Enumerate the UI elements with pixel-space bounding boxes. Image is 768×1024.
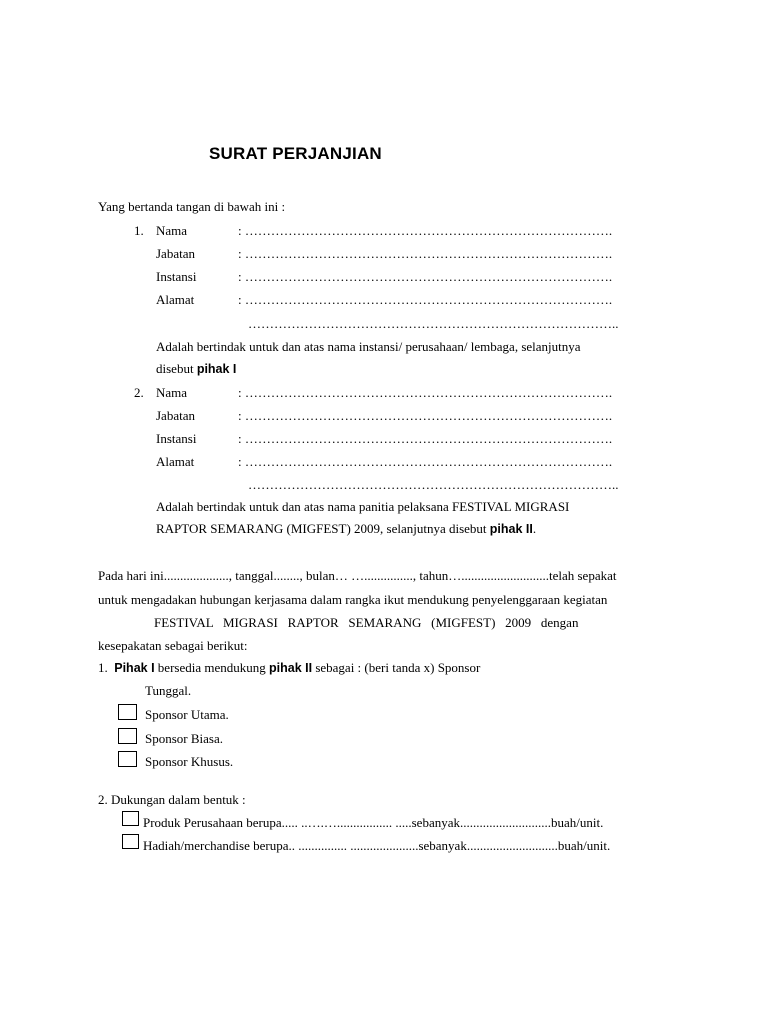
party2-desc-suffix: . (532, 521, 537, 536)
party1-label-alamat: Alamat (156, 292, 195, 307)
party1-desc-prefix: disebut (156, 361, 197, 376)
party1-label-nama: Nama (156, 223, 188, 238)
party1-field-nama: : …………………………………………………………………………. (238, 223, 613, 238)
party2-field-alamat: : …………………………………………………………………………. (238, 454, 613, 469)
point1-line2: Tunggal. (145, 683, 192, 698)
option-sponsor-utama: Sponsor Utama. (145, 707, 229, 722)
point1-number: 1. (98, 660, 108, 675)
point1-bold-pihak2: pihak II (269, 661, 313, 675)
party1-field-alamat-cont: ………………………………………………………………………….. (248, 316, 619, 331)
party2-label-instansi: Instansi (156, 431, 197, 446)
agreement-line4: kesepakatan sebagai berikut: (98, 638, 248, 653)
item-hadiah-merchandise: Hadiah/merchandise berupa.. ............... .....................sebanyak............................buah/unit. (143, 838, 611, 853)
party2-field-instansi: : …………………………………………………………………………. (238, 431, 613, 446)
party2-desc-line1: Adalah bertindak untuk dan atas nama panitia pelaksana FESTIVAL MIGRASI (156, 499, 570, 514)
item-produk-perusahaan: Produk Perusahaan berupa..... ..….…................. .....sebanyak............................buah/unit. (143, 815, 604, 830)
checkbox-sponsor-utama[interactable] (118, 704, 137, 720)
party1-label-jabatan: Jabatan (156, 246, 195, 261)
party1-desc-line2 (156, 361, 236, 377)
party2-desc-line2 (156, 521, 536, 537)
checkbox-hadiah-merchandise[interactable] (122, 834, 139, 849)
point1-text1: bersedia mendukung (154, 660, 269, 675)
party2-label-alamat: Alamat (156, 454, 195, 469)
party2-field-alamat-cont: ………………………………………………………………………….. (248, 477, 619, 492)
party1-number: 1. (134, 223, 144, 238)
party1-field-alamat: : …………………………………………………………………………. (238, 292, 613, 307)
party1-desc-line1: Adalah bertindak untuk dan atas nama instansi/ perusahaan/ lembaga, selanjutnya (156, 339, 581, 354)
agreement-line2: untuk mengadakan hubungan kerjasama dalam rangka ikut mendukung penyelenggaraan kegiatan (98, 592, 608, 607)
party2-desc-bold: pihak II (489, 522, 533, 536)
point1-text2: sebagai : (beri tanda x) Sponsor (312, 660, 481, 675)
point2-heading: 2. Dukungan dalam bentuk : (98, 792, 246, 807)
checkbox-sponsor-biasa[interactable] (118, 728, 137, 744)
party1-label-instansi: Instansi (156, 269, 197, 284)
party2-label-nama: Nama (156, 385, 188, 400)
point1-bold-pihak1: Pihak I (114, 661, 155, 675)
party1-field-jabatan: : …………………………………………………………………………. (238, 246, 613, 261)
option-sponsor-khusus: Sponsor Khusus. (145, 754, 234, 769)
agreement-line1 (98, 568, 616, 584)
party2-label-jabatan: Jabatan (156, 408, 195, 423)
party2-number: 2. (134, 385, 144, 400)
page-title: SURAT PERJANJIAN (209, 144, 382, 163)
checkbox-sponsor-khusus[interactable] (118, 751, 137, 767)
party2-desc-prefix: RAPTOR SEMARANG (MIGFEST) 2009, selanjutnya disebut (156, 521, 490, 536)
point1-line1 (98, 660, 480, 676)
agreement-date-blanks: Pada hari ini...................., tanggal........, bulan… …..............., tahun…........................... (98, 568, 549, 583)
party1-field-instansi: : …………………………………………………………………………. (238, 269, 613, 284)
party2-field-nama: : …………………………………………………………………………. (238, 385, 613, 400)
agreement-line3: FESTIVAL MIGRASI RAPTOR SEMARANG (MIGFEST) 2009 dengan (154, 615, 579, 630)
agreement-line1-end: telah sepakat (548, 568, 617, 583)
party1-desc-bold: pihak I (196, 362, 237, 376)
checkbox-produk-perusahaan[interactable] (122, 811, 139, 826)
party2-field-jabatan: : …………………………………………………………………………. (238, 408, 613, 423)
option-sponsor-biasa: Sponsor Biasa. (145, 731, 223, 746)
intro-text: Yang bertanda tangan di bawah ini : (98, 199, 286, 214)
